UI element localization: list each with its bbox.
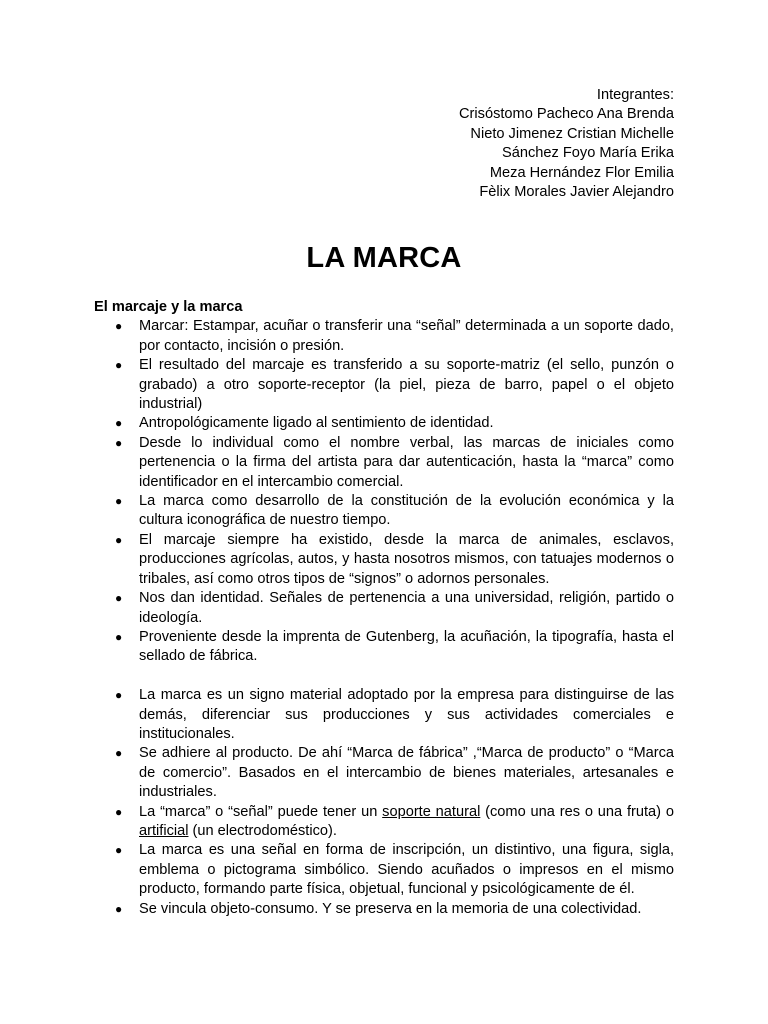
- bullet-list-2: [94, 686, 674, 919]
- list-item: [94, 589, 674, 628]
- list-item: [94, 744, 674, 802]
- bullet-icon: ●: [115, 688, 123, 703]
- list-item: [94, 492, 674, 531]
- bullet-icon: ●: [115, 746, 123, 761]
- list-item: [94, 434, 674, 492]
- list-item-text: Nos dan identidad. Señales de pertenencia a una universidad, religión, partido o ideología.: [139, 590, 674, 626]
- list-item: [94, 686, 674, 744]
- soporte-text-3: (un electrodoméstico).: [188, 822, 337, 839]
- list-item: [94, 531, 674, 589]
- list-item-text: Proveniente desde la imprenta de Gutenberg, la acuñación, la tipografía, hasta el sellado de fábrica.: [139, 628, 674, 665]
- members-block: [459, 86, 674, 202]
- soporte-text-1: La “marca” o “señal” puede tener un: [139, 803, 383, 820]
- bullet-icon: ●: [115, 629, 123, 644]
- bullet-icon: ●: [115, 416, 123, 431]
- soporte-text-2: (como una res o una fruta) o: [480, 803, 674, 820]
- list-item-text: El marcaje siempre ha existido, desde la marca de animales, esclavos, producciones agrícolas, autos, y hasta nosotros mismos, con tatuajes modernos o tribales, así como otros tipos de “signos” o adornos personales.: [139, 531, 674, 587]
- bullet-icon: ●: [115, 494, 123, 509]
- members-heading: Integrantes:: [596, 87, 674, 103]
- list-item: [94, 356, 674, 414]
- list-item: [94, 900, 674, 919]
- list-item: [94, 841, 674, 899]
- paragraph-gap: [94, 667, 674, 686]
- bullet-icon: ●: [115, 843, 123, 858]
- soporte-natural-underlined: soporte natural: [382, 803, 481, 820]
- list-item: [94, 628, 674, 667]
- list-item: [94, 317, 674, 356]
- bullet-icon: ●: [115, 591, 123, 606]
- list-item-text: La marca es un signo material adoptado por la empresa para distinguirse de las demás, diferenciar sus producciones y sus actividades comerciales e institucionales.: [139, 687, 674, 742]
- list-item-text: Se vincula objeto-consumo. Y se preserva en la memoria de una colectividad.: [139, 900, 642, 917]
- section-heading: El marcaje y la marca: [94, 299, 243, 315]
- bullet-icon: ●: [115, 901, 123, 916]
- bullet-icon: ●: [115, 804, 123, 819]
- section-marcaje: [94, 298, 674, 919]
- list-item-text: La marca es una señal en forma de inscripción, un distintivo, una figura, sigla, emblema o pictograma simbólico. Siendo acuñados o impresos en el mismo producto, formando parte física, objetual, funcional y psicológicamente de él.: [139, 842, 674, 898]
- member-name: Nieto Jimenez Cristian Michelle: [470, 125, 674, 142]
- bullet-icon: ●: [115, 319, 123, 334]
- list-item-text: Desde lo individual como el nombre verbal, las marcas de iniciales como pertenencia o la firma del artista para dar autenticación, hasta la “marca” como identificador en el intercambio comercial.: [139, 434, 674, 490]
- list-item-text: La marca como desarrollo de la constitución de la evolución económica y la cultura iconográfica de nuestro tiempo.: [139, 493, 674, 529]
- bullet-icon: ●: [115, 435, 123, 450]
- list-item-text: El resultado del marcaje es transferido a su soporte-matriz (el sello, punzón o grabado) a otro soporte-receptor (la piel, pieza de barro, papel o el objeto industrial): [139, 357, 674, 413]
- bullet-icon: ●: [115, 358, 123, 373]
- list-item: [94, 414, 674, 433]
- member-name: Crisóstomo Pacheco Ana Brenda: [459, 106, 674, 123]
- artificial-underlined: artificial: [139, 822, 189, 839]
- list-item-text: Se adhiere al producto. De ahí “Marca de fábrica” ,“Marca de producto” o “Marca de comercio”. Basados en el intercambio de bienes materiales, artesanales e industriales.: [139, 745, 674, 801]
- member-name: Fèlix Morales Javier Alejandro: [479, 184, 674, 201]
- member-name: Meza Hernández Flor Emilia: [489, 164, 674, 181]
- list-item-text: Marcar: Estampar, acuñar o transferir una “señal” determinada a un soporte dado, por contacto, incisión o presión.: [139, 318, 674, 354]
- document-title: LA MARCA: [306, 242, 462, 274]
- member-name: Sánchez Foyo María Erika: [502, 145, 674, 162]
- list-item-text: Antropológicamente ligado al sentimiento de identidad.: [139, 415, 494, 432]
- bullet-list-1: [94, 317, 674, 666]
- list-item: [94, 803, 674, 842]
- bullet-icon: ●: [115, 532, 123, 547]
